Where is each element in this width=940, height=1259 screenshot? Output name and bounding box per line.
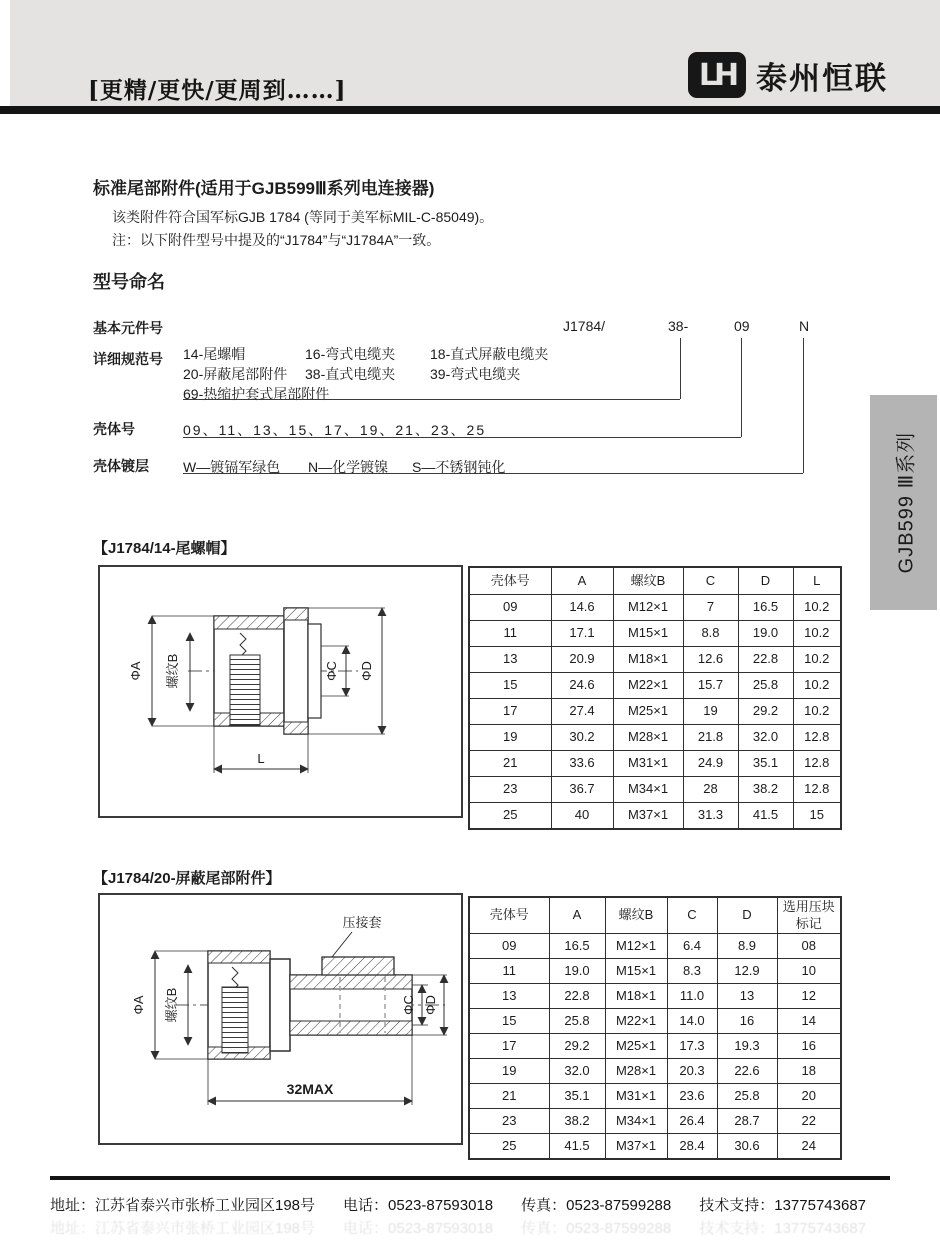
- table-cell: M37×1: [605, 1134, 667, 1160]
- tail-nut-dimensions-table: [468, 566, 842, 830]
- table-cell: 19: [683, 699, 738, 725]
- table-cell: 12.9: [717, 959, 777, 984]
- spec-code: 38-直式电缆夹: [305, 366, 396, 382]
- plating-option: N—化学镀镍: [308, 459, 389, 475]
- table-cell: 12.8: [793, 777, 841, 803]
- table-cell: M18×1: [613, 647, 683, 673]
- table-cell: 24.9: [683, 751, 738, 777]
- table-cell: 15: [469, 673, 551, 699]
- shield-accessory-drawing: [100, 895, 461, 1143]
- plating-label: 壳体镀层: [93, 458, 149, 474]
- footer-contact-row: [50, 1194, 910, 1215]
- table-row: [469, 725, 841, 751]
- table-cell: 38.2: [738, 777, 793, 803]
- table-cell: 17.1: [551, 621, 613, 647]
- table-cell: 10.2: [793, 673, 841, 699]
- table-cell: M15×1: [605, 959, 667, 984]
- table-cell: 16.5: [549, 934, 605, 959]
- table-cell: M18×1: [605, 984, 667, 1009]
- table-row: [469, 934, 841, 959]
- footer-divider-line: [50, 1176, 890, 1180]
- footer-fax: 传真：0523-87599288: [521, 1197, 672, 1214]
- footer-scan-ghost: 地址：江苏省泰兴市张桥工业园区198号 电话：0523-87593018 传真：0523-87599288 技术支持：13775743687: [50, 1220, 867, 1237]
- section1-title: 【J1784/14-尾螺帽】: [93, 540, 236, 557]
- code-shell: 09: [734, 318, 750, 334]
- table-cell: M34×1: [613, 777, 683, 803]
- company-name: 泰州恒联: [756, 60, 888, 96]
- table-cell: 11: [469, 959, 549, 984]
- plating-connector-line: [803, 338, 804, 473]
- table-cell: M22×1: [613, 673, 683, 699]
- table-cell: 13: [469, 647, 551, 673]
- table-cell: M22×1: [605, 1009, 667, 1034]
- table-cell: 19: [469, 1059, 549, 1084]
- table-header-cell: 选用压块标记: [777, 897, 841, 934]
- table-cell: 8.9: [717, 934, 777, 959]
- dim-phi-c-label: ΦC: [324, 661, 339, 681]
- table-cell: 11.0: [667, 984, 717, 1009]
- table-cell: 25.8: [549, 1009, 605, 1034]
- table-cell: 20.9: [551, 647, 613, 673]
- table-cell: 15.7: [683, 673, 738, 699]
- table-cell: 21.8: [683, 725, 738, 751]
- table-row: [469, 699, 841, 725]
- table-cell: 14.6: [551, 595, 613, 621]
- table-row: [469, 959, 841, 984]
- footer-phone: 电话：0523-87593018: [343, 1197, 494, 1214]
- dim-phi-a-label: ΦA: [128, 661, 143, 681]
- table-header-cell: 壳体号: [469, 897, 549, 934]
- table-row: [469, 1034, 841, 1059]
- table-cell: 35.1: [549, 1084, 605, 1109]
- dim-thread-b-label: 螺纹B: [165, 653, 180, 689]
- table-cell: 7: [683, 595, 738, 621]
- table-cell: 32.0: [738, 725, 793, 751]
- table-header-row: [469, 567, 841, 595]
- table-cell: 12.6: [683, 647, 738, 673]
- table-cell: 17: [469, 1034, 549, 1059]
- spec-code: 18-直式屏蔽电缆夹: [430, 346, 549, 362]
- table-cell: 28: [683, 777, 738, 803]
- table-cell: 25.8: [717, 1084, 777, 1109]
- table-cell: 23.6: [667, 1084, 717, 1109]
- table-cell: 20: [777, 1084, 841, 1109]
- table-cell: 23: [469, 1109, 549, 1134]
- table-cell: 16.5: [738, 595, 793, 621]
- table-row: [469, 777, 841, 803]
- table-header-cell: A: [549, 897, 605, 934]
- table-cell: 22.8: [549, 984, 605, 1009]
- footer-address: 地址：江苏省泰兴市张桥工业园区198号: [50, 1197, 316, 1214]
- table-cell: 8.3: [667, 959, 717, 984]
- table-row: [469, 647, 841, 673]
- table-cell: 27.4: [551, 699, 613, 725]
- table-cell: 19.0: [549, 959, 605, 984]
- dim-32max-label: 32MAX: [286, 1081, 334, 1097]
- table-row: [469, 1109, 841, 1134]
- base-part-label: 基本元件号: [93, 320, 163, 336]
- table-cell: 21: [469, 751, 551, 777]
- table-cell: 10: [777, 959, 841, 984]
- spec-underline: [183, 399, 680, 400]
- crimp-sleeve-callout: 压接套: [342, 915, 382, 930]
- table-row: [469, 1084, 841, 1109]
- table-cell: 33.6: [551, 751, 613, 777]
- table-cell: M12×1: [613, 595, 683, 621]
- table-cell: M28×1: [605, 1059, 667, 1084]
- dim-phi-a-label: ΦA: [131, 995, 146, 1015]
- table-cell: 19: [469, 725, 551, 751]
- table-cell: 24: [777, 1134, 841, 1160]
- table-cell: 13: [717, 984, 777, 1009]
- spec-code: 16-弯式电缆夹: [305, 346, 396, 362]
- table-cell: 28.7: [717, 1109, 777, 1134]
- table-cell: 26.4: [667, 1109, 717, 1134]
- table-cell: 22: [777, 1109, 841, 1134]
- table-cell: 41.5: [549, 1134, 605, 1160]
- spec-code: 14-尾螺帽: [183, 346, 246, 362]
- intro-paragraph: 该类附件符合国军标GJB 1784 (等同于美军标MIL-C-85049)。: [112, 209, 494, 225]
- intro-note: 注：以下附件型号中提及的“J1784”与“J1784A”一致。: [112, 232, 441, 248]
- code-spec: 38-: [668, 318, 689, 334]
- table-header-cell: D: [717, 897, 777, 934]
- spec-number-label: 详细规范号: [93, 351, 163, 367]
- table-cell: 29.2: [738, 699, 793, 725]
- plating-underline: [183, 473, 803, 474]
- table-header-cell: A: [551, 567, 613, 595]
- table-header-cell: 壳体号: [469, 567, 551, 595]
- table-cell: 20.3: [667, 1059, 717, 1084]
- spec-connector-line: [680, 338, 681, 399]
- shield-accessory-dimensions-table: [468, 896, 842, 1160]
- table-row: [469, 1134, 841, 1160]
- table-cell: 31.3: [683, 803, 738, 830]
- table-cell: M31×1: [605, 1084, 667, 1109]
- logo-lh-icon: LH: [688, 52, 746, 98]
- table-cell: 16: [777, 1034, 841, 1059]
- table-header-cell: C: [683, 567, 738, 595]
- table-header-cell: D: [738, 567, 793, 595]
- table-cell: 12.8: [793, 751, 841, 777]
- table-cell: 24.6: [551, 673, 613, 699]
- header-divider-bar: [0, 106, 940, 114]
- section2-title: 【J1784/20-屏蔽尾部附件】: [93, 870, 281, 887]
- table-cell: M25×1: [613, 699, 683, 725]
- table-cell: 12: [777, 984, 841, 1009]
- table-cell: 35.1: [738, 751, 793, 777]
- table-cell: 6.4: [667, 934, 717, 959]
- table-cell: M37×1: [613, 803, 683, 830]
- table-cell: 23: [469, 777, 551, 803]
- shell-connector-line: [741, 338, 742, 437]
- table-cell: 10.2: [793, 621, 841, 647]
- dim-phi-d-label: ΦD: [423, 995, 438, 1015]
- table-cell: 25: [469, 803, 551, 830]
- table-cell: 22.6: [717, 1059, 777, 1084]
- section2-drawing-box: [98, 893, 463, 1145]
- table-cell: 19.3: [717, 1034, 777, 1059]
- tail-nut-drawing: [100, 567, 461, 816]
- table-cell: 30.2: [551, 725, 613, 751]
- table-cell: 19.0: [738, 621, 793, 647]
- footer-support: 技术支持：13775743687: [699, 1197, 867, 1214]
- table-cell: 40: [551, 803, 613, 830]
- table-header-cell: 螺纹B: [613, 567, 683, 595]
- header-slogan: [更精/更快/更周到……]: [88, 77, 347, 104]
- table-cell: 15: [793, 803, 841, 830]
- spec-code: 20-屏蔽尾部附件: [183, 366, 288, 382]
- shell-size-label: 壳体号: [93, 421, 135, 437]
- table-cell: 10.2: [793, 595, 841, 621]
- table-cell: 16: [717, 1009, 777, 1034]
- table-cell: 09: [469, 595, 551, 621]
- table-cell: 25: [469, 1134, 549, 1160]
- table-cell: 22.8: [738, 647, 793, 673]
- table-cell: 18: [777, 1059, 841, 1084]
- shell-underline: [183, 437, 741, 438]
- table-row: [469, 803, 841, 830]
- table-row: [469, 595, 841, 621]
- table-cell: 41.5: [738, 803, 793, 830]
- table-cell: 32.0: [549, 1059, 605, 1084]
- table-cell: 36.7: [551, 777, 613, 803]
- table-cell: 17.3: [667, 1034, 717, 1059]
- table-cell: M34×1: [605, 1109, 667, 1134]
- table-cell: 12.8: [793, 725, 841, 751]
- table-cell: 14: [777, 1009, 841, 1034]
- table-row: [469, 621, 841, 647]
- table-cell: 10.2: [793, 647, 841, 673]
- table-cell: 30.6: [717, 1134, 777, 1160]
- table-cell: M15×1: [613, 621, 683, 647]
- naming-section-heading: 型号命名: [93, 272, 165, 292]
- table-header-cell: C: [667, 897, 717, 934]
- table-header-row: [469, 897, 841, 934]
- table-cell: 17: [469, 699, 551, 725]
- table-cell: 13: [469, 984, 549, 1009]
- table-cell: 15: [469, 1009, 549, 1034]
- dim-thread-b-label: 螺纹B: [164, 987, 179, 1023]
- plating-option: W—镀镉军绿色: [183, 459, 281, 475]
- series-side-tab: [870, 395, 937, 610]
- code-base: J1784/: [563, 318, 606, 334]
- table-cell: 29.2: [549, 1034, 605, 1059]
- company-logo: [688, 52, 888, 98]
- table-cell: 28.4: [667, 1134, 717, 1160]
- table-cell: M28×1: [613, 725, 683, 751]
- table-row: [469, 1009, 841, 1034]
- table-cell: M25×1: [605, 1034, 667, 1059]
- page-title: 标准尾部附件(适用于GJB599Ⅲ系列电连接器): [93, 179, 435, 198]
- spec-code: 39-弯式电缆夹: [430, 366, 521, 382]
- table-header-cell: L: [793, 567, 841, 595]
- dim-phi-d-label: ΦD: [359, 661, 374, 681]
- table-cell: 10.2: [793, 699, 841, 725]
- table-cell: 21: [469, 1084, 549, 1109]
- plating-option: S—不锈钢钝化: [412, 459, 506, 475]
- section1-drawing-box: [98, 565, 463, 818]
- table-cell: M12×1: [605, 934, 667, 959]
- table-cell: 38.2: [549, 1109, 605, 1134]
- table-cell: 25.8: [738, 673, 793, 699]
- spec-code: 69-热缩护套式尾部附件: [183, 386, 330, 402]
- table-row: [469, 673, 841, 699]
- dim-phi-c-label: ΦC: [401, 995, 416, 1015]
- code-plating: N: [799, 318, 810, 334]
- table-cell: 11: [469, 621, 551, 647]
- table-header-cell: 螺纹B: [605, 897, 667, 934]
- table-row: [469, 1059, 841, 1084]
- table-row: [469, 751, 841, 777]
- table-cell: 14.0: [667, 1009, 717, 1034]
- series-side-tab-label: GJB599 Ⅲ系列: [895, 431, 917, 574]
- table-cell: 8.8: [683, 621, 738, 647]
- table-cell: M31×1: [613, 751, 683, 777]
- dim-l-label: L: [257, 751, 265, 766]
- table-row: [469, 984, 841, 1009]
- table-cell: 08: [777, 934, 841, 959]
- table-cell: 09: [469, 934, 549, 959]
- shell-size-values: 09、11、13、15、17、19、21、23、25: [183, 422, 487, 438]
